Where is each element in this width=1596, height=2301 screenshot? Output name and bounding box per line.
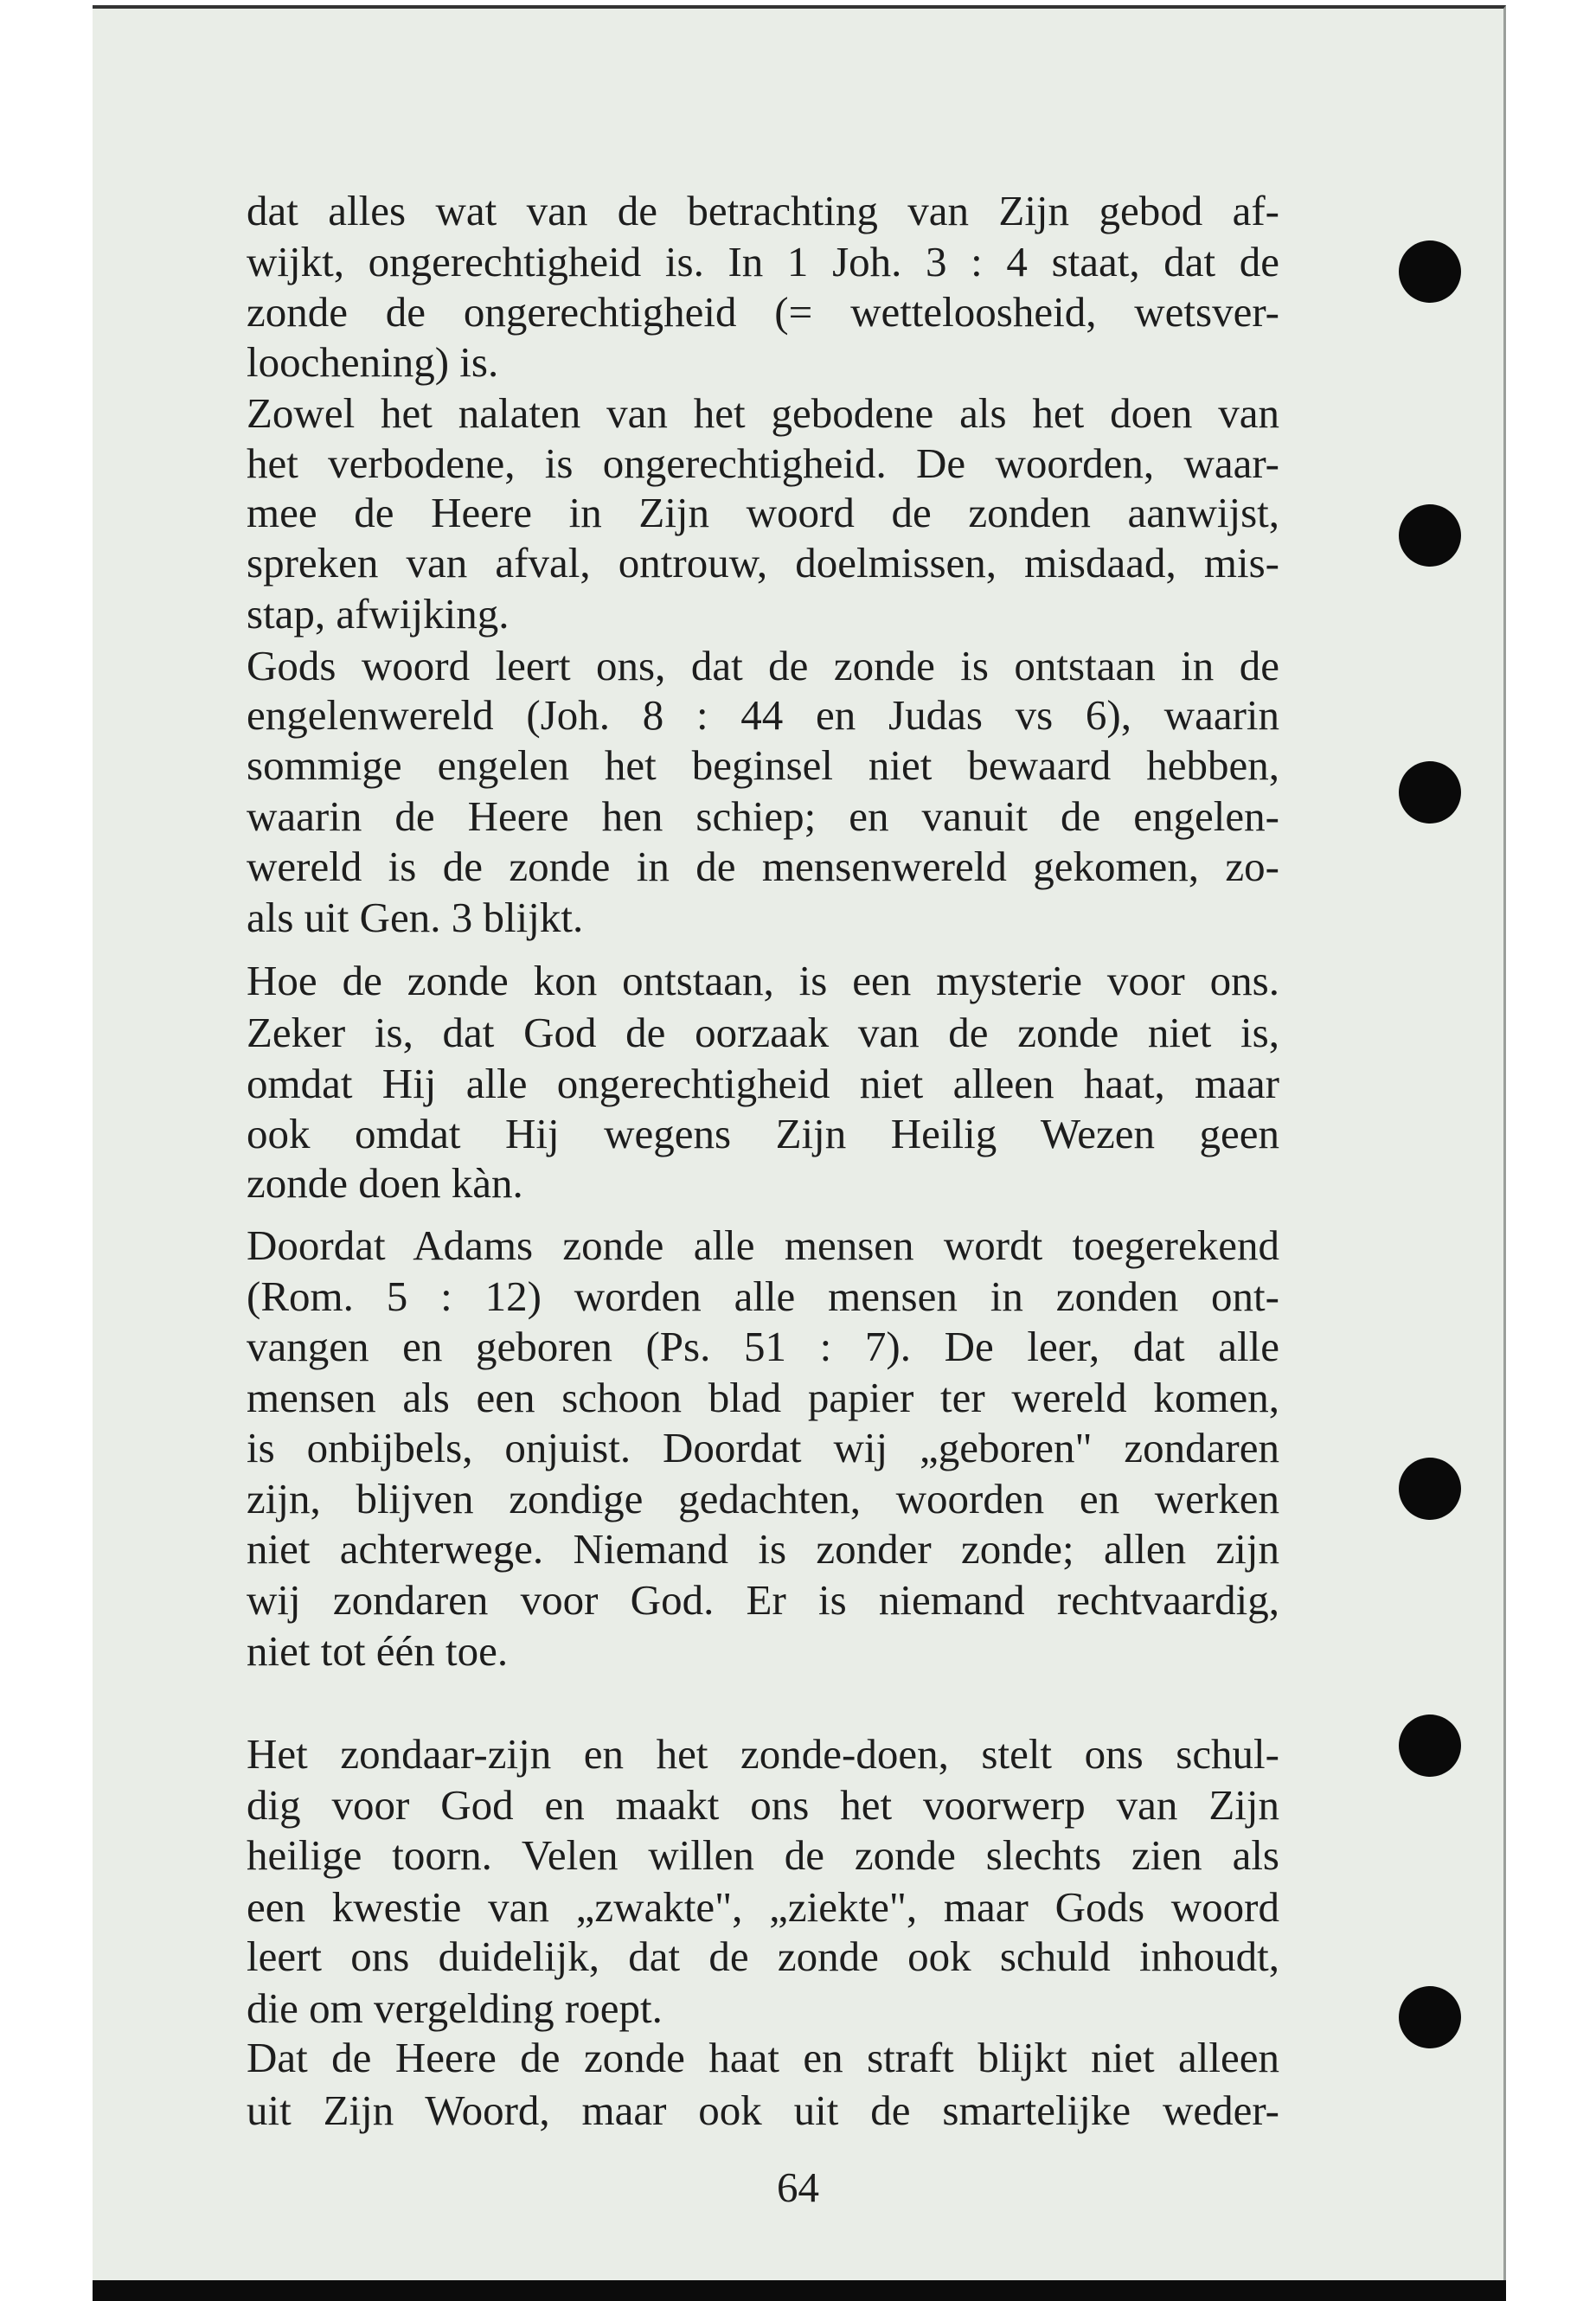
text-line: wijkt, ongerechtigheid is. In 1 Joh. 3 : 4 staat, dat de bbox=[247, 238, 1279, 285]
text-line: waarin de Heere hen schiep; en vanuit de engelen- bbox=[247, 792, 1279, 840]
text-line: mensen als een schoon blad papier ter wereld komen, bbox=[247, 1374, 1279, 1421]
text-line: uit Zijn Woord, maar ook uit de smartelijke weder- bbox=[247, 2086, 1279, 2134]
text-line: dat alles wat van de betrachting van Zijn gebod af- bbox=[247, 187, 1279, 234]
text-line: wij zondaren voor God. Er is niemand rechtvaardig, bbox=[247, 1576, 1279, 1624]
text-line: niet tot één toe. bbox=[247, 1627, 509, 1675]
text-line: sommige engelen het beginsel niet bewaard hebben, bbox=[247, 741, 1279, 789]
text-line: Doordat Adams zonde alle mensen wordt toegerekend bbox=[247, 1221, 1279, 1269]
page-number: 64 bbox=[777, 2163, 819, 2211]
punch-hole-icon bbox=[1399, 240, 1461, 303]
punch-hole-icon bbox=[1399, 761, 1461, 824]
text-line: het verbodene, is ongerechtigheid. De woorden, waar- bbox=[247, 439, 1279, 487]
text-line: (Rom. 5 : 12) worden alle mensen in zonden ont- bbox=[247, 1272, 1279, 1320]
text-line: wereld is de zonde in de mensenwereld gekomen, zo- bbox=[247, 843, 1279, 890]
text-line: zonde de ongerechtigheid (= wetteloosheid, wetsver- bbox=[247, 288, 1279, 336]
text-line: spreken van afval, ontrouw, doelmissen, misdaad, mis- bbox=[247, 539, 1279, 586]
text-line: niet achterwege. Niemand is zonder zonde; allen zijn bbox=[247, 1525, 1279, 1573]
punch-hole-icon bbox=[1399, 504, 1461, 567]
text-line: mee de Heere in Zijn woord de zonden aanwijst, bbox=[247, 489, 1279, 536]
text-line: die om vergelding roept. bbox=[247, 1984, 663, 2032]
text-line: zonde doen kàn. bbox=[247, 1159, 523, 1207]
punch-hole-icon bbox=[1399, 1986, 1461, 2048]
text-line: Zeker is, dat God de oorzaak van de zonde niet is, bbox=[247, 1009, 1279, 1056]
text-line: Hoe de zonde kon ontstaan, is een mysterie voor ons. bbox=[247, 957, 1279, 1004]
text-line: heilige toorn. Velen willen de zonde slechts zien als bbox=[247, 1831, 1279, 1879]
text-line: vangen en geboren (Ps. 51 : 7). De leer, dat alle bbox=[247, 1323, 1279, 1370]
text-line: Zowel het nalaten van het gebodene als het doen van bbox=[247, 389, 1279, 437]
text-line: een kwestie van „zwakte", „ziekte", maar Gods woord bbox=[247, 1883, 1279, 1931]
punch-hole-icon bbox=[1399, 1458, 1461, 1520]
text-line: omdat Hij alle ongerechtigheid niet alleen haat, maar bbox=[247, 1060, 1279, 1107]
text-line: is onbijbels, onjuist. Doordat wij „geboren" zondaren bbox=[247, 1424, 1279, 1471]
text-line: engelenwereld (Joh. 8 : 44 en Judas vs 6), waarin bbox=[247, 691, 1279, 739]
scan-border bbox=[93, 2280, 1506, 2301]
text-line: als uit Gen. 3 blijkt. bbox=[247, 894, 584, 941]
text-line: ook omdat Hij wegens Zijn Heilig Wezen geen bbox=[247, 1110, 1279, 1157]
text-line: Dat de Heere de zonde haat en straft blijkt niet alleen bbox=[247, 2034, 1279, 2081]
text-line: dig voor God en maakt ons het voorwerp van Zijn bbox=[247, 1781, 1279, 1829]
text-line: leert ons duidelijk, dat de zonde ook schuld inhoudt, bbox=[247, 1932, 1279, 1980]
text-line: zijn, blijven zondige gedachten, woorden en werken bbox=[247, 1475, 1279, 1522]
text-line: Het zondaar-zijn en het zonde-doen, stelt ons schul- bbox=[247, 1730, 1279, 1778]
text-line: Gods woord leert ons, dat de zonde is ontstaan in de bbox=[247, 642, 1279, 689]
text-line: loochening) is. bbox=[247, 338, 499, 386]
text-line: stap, afwijking. bbox=[247, 590, 510, 638]
punch-hole-icon bbox=[1399, 1715, 1461, 1777]
